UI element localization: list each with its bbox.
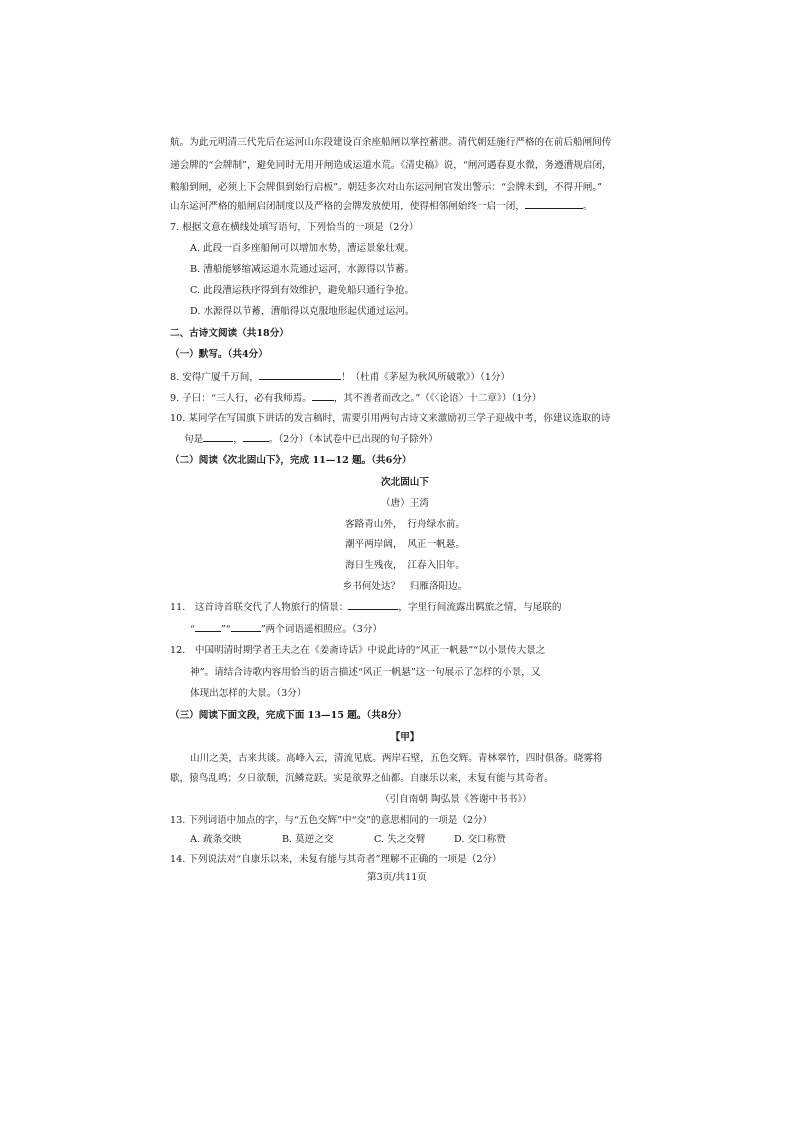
- question-10-line-2: [184, 431, 654, 447]
- passage-line-3: 粮船到闸，必须上下会牌俱到始行启板”。朝廷多次对山东运河闸官发出警示：“会牌未到，不得开闸。”: [170, 182, 603, 193]
- question-10-comma: ，: [233, 434, 243, 445]
- question-11-line-2: [190, 621, 660, 637]
- passage-line-4-text: 山东运河严格的船闸启闭制度以及严格的会牌发放使用，使得相邻闸始终一启一闭，: [170, 201, 525, 212]
- poem-line-1: 客路青山外， 行舟绿水前。: [345, 519, 465, 530]
- poem-line-2: 潮平两岸阔， 风正一帆悬。: [345, 539, 465, 550]
- passage-line-1: 航。为此元明清三代先后在运河山东段建设百余座船闸以掌控蓄泄。清代朝廷施行严格的在前后船闸间传: [170, 137, 612, 148]
- passage-line-4: 山东运河严格的船闸启闭制度以及严格的会牌发放使用，使得相邻闸始终一启一闭， 。: [170, 198, 640, 214]
- prose-line-1: 山川之美，古来共谈。高峰入云，清流见底。两岸石壁，五色交辉。青林翠竹，四时俱备。晓雾将: [190, 753, 603, 764]
- option-13a: A. 疏条交映: [190, 834, 242, 845]
- option-13c: C. 失之交臂: [374, 834, 426, 845]
- prose-source: （引自南朝 陶弘景《答谢中书书》）: [380, 794, 532, 805]
- question-8-text-b: ！（杜甫《茅屋为秋风所破歌》）（1分）: [340, 372, 511, 383]
- question-11-text-b: ，字里行间流露出羁旅之情，与尾联的: [398, 602, 562, 613]
- answer-blank-10b: [243, 431, 269, 442]
- section-2-heading: 二、古诗文阅读（共18分）: [170, 328, 289, 339]
- option-13d: D. 交口称赞: [454, 834, 506, 845]
- question-9-text-a: 9. 子曰：“三人行，必有我师焉。: [170, 393, 312, 404]
- question-12-line-2: 神”。请结合诗歌内容用恰当的语言描述“风正一帆悬”这一句展示了怎样的小景，又: [190, 667, 541, 678]
- question-9-text-b: ，其不善者而改之。”（《〈论语〉十二章》）（1分）: [333, 393, 542, 404]
- option-7d: D. 水源得以节蓄，漕船得以克服地形起伏通过运河。: [190, 306, 415, 317]
- option-7a: A. 此段一百多座船闸可以增加水势，漕运景象壮观。: [190, 243, 415, 254]
- question-12-line-3: 体现出怎样的大景。（3分）: [190, 688, 307, 699]
- answer-blank-10a: [203, 431, 233, 442]
- question-14: 14. 下列说法对“自康乐以来，未复有能与其奇者”理解不正确的一项是（2分）: [170, 854, 502, 865]
- prose-line-2: 歇，猿鸟乱鸣；夕日欲颓，沉鳞竞跃。实是欲界之仙都。自康乐以来，未复有能与其奇者。: [170, 773, 554, 784]
- question-11-line-1: [170, 599, 640, 615]
- quote-open: “: [190, 624, 195, 635]
- subsection-1-heading: （一）默写。（共4分）: [170, 349, 268, 360]
- poem-line-4: 乡书何处达？ 归雁洛阳边。: [342, 581, 468, 592]
- subsection-2-heading: （二）阅读《次北固山下》，完成 11—12 题。（共6分）: [170, 455, 412, 466]
- question-7: 7. 根据文意在横线处填写语句，下列恰当的一项是（2分）: [170, 222, 419, 233]
- question-10-line-1: 10. 某同学在写国旗下讲话的发言稿时，需要引用两句古诗文来激励初三学子迎战中考，你建议选取的诗: [170, 413, 611, 424]
- quote-middle: ”“: [220, 624, 231, 635]
- poem-author: （唐）王湾: [381, 498, 429, 509]
- question-8: [170, 369, 640, 385]
- answer-blank-9: [312, 390, 334, 401]
- question-11-text-a: 11. 这首诗首联交代了人物旅行的情景：: [170, 602, 349, 613]
- question-8-text-a: 8. 安得广厦千万间，: [170, 372, 259, 383]
- question-13-options: [190, 833, 660, 847]
- answer-blank-8: [259, 369, 341, 380]
- question-9: [170, 390, 640, 406]
- answer-blank-11b: [195, 621, 221, 632]
- answer-blank-7: [525, 198, 583, 209]
- poem-line-3: 海日生残夜， 江春入旧年。: [345, 560, 465, 571]
- poem-title: 次北固山下: [381, 477, 429, 488]
- page-number: 第3页/共11页: [367, 872, 427, 883]
- passage-line-2: 递会牌的“会牌制”，避免同时无用开闸造成运道水荒。《清史稿》说，“闸河遇春夏水微，务遵漕规启闭，: [170, 160, 612, 171]
- option-13b: B. 莫逆之交: [282, 834, 334, 845]
- question-10-text-a: 句是: [184, 434, 204, 445]
- option-7c: C. 此段漕运秩序得到有效维护，避免船只通行争抢。: [190, 285, 415, 296]
- answer-blank-11c: [231, 621, 261, 632]
- subsection-3-heading: （三）阅读下面文段，完成下面 13—15 题。（共8分）: [170, 710, 407, 721]
- option-7b: B. 漕船能够缩减运道水荒通过运河，水源得以节蓄。: [190, 264, 415, 275]
- question-11-text-c: ”两个词语遥相照应。（3分）: [260, 624, 383, 635]
- question-12-line-1: 12. 中国明清时期学者王夫之在《姜斋诗话》中说此诗的“风正一帆悬”“以小景传大景之: [170, 645, 546, 656]
- question-13: 13. 下列词语中加点的字，与“五色交辉”中“交”的意思相同的一项是（2分）: [170, 815, 493, 826]
- answer-blank-11a: [348, 599, 398, 610]
- question-10-text-b: 。（2分）（本试卷中已出现的句子除外）: [268, 434, 438, 445]
- passage-label-jia: 【甲】: [390, 732, 420, 743]
